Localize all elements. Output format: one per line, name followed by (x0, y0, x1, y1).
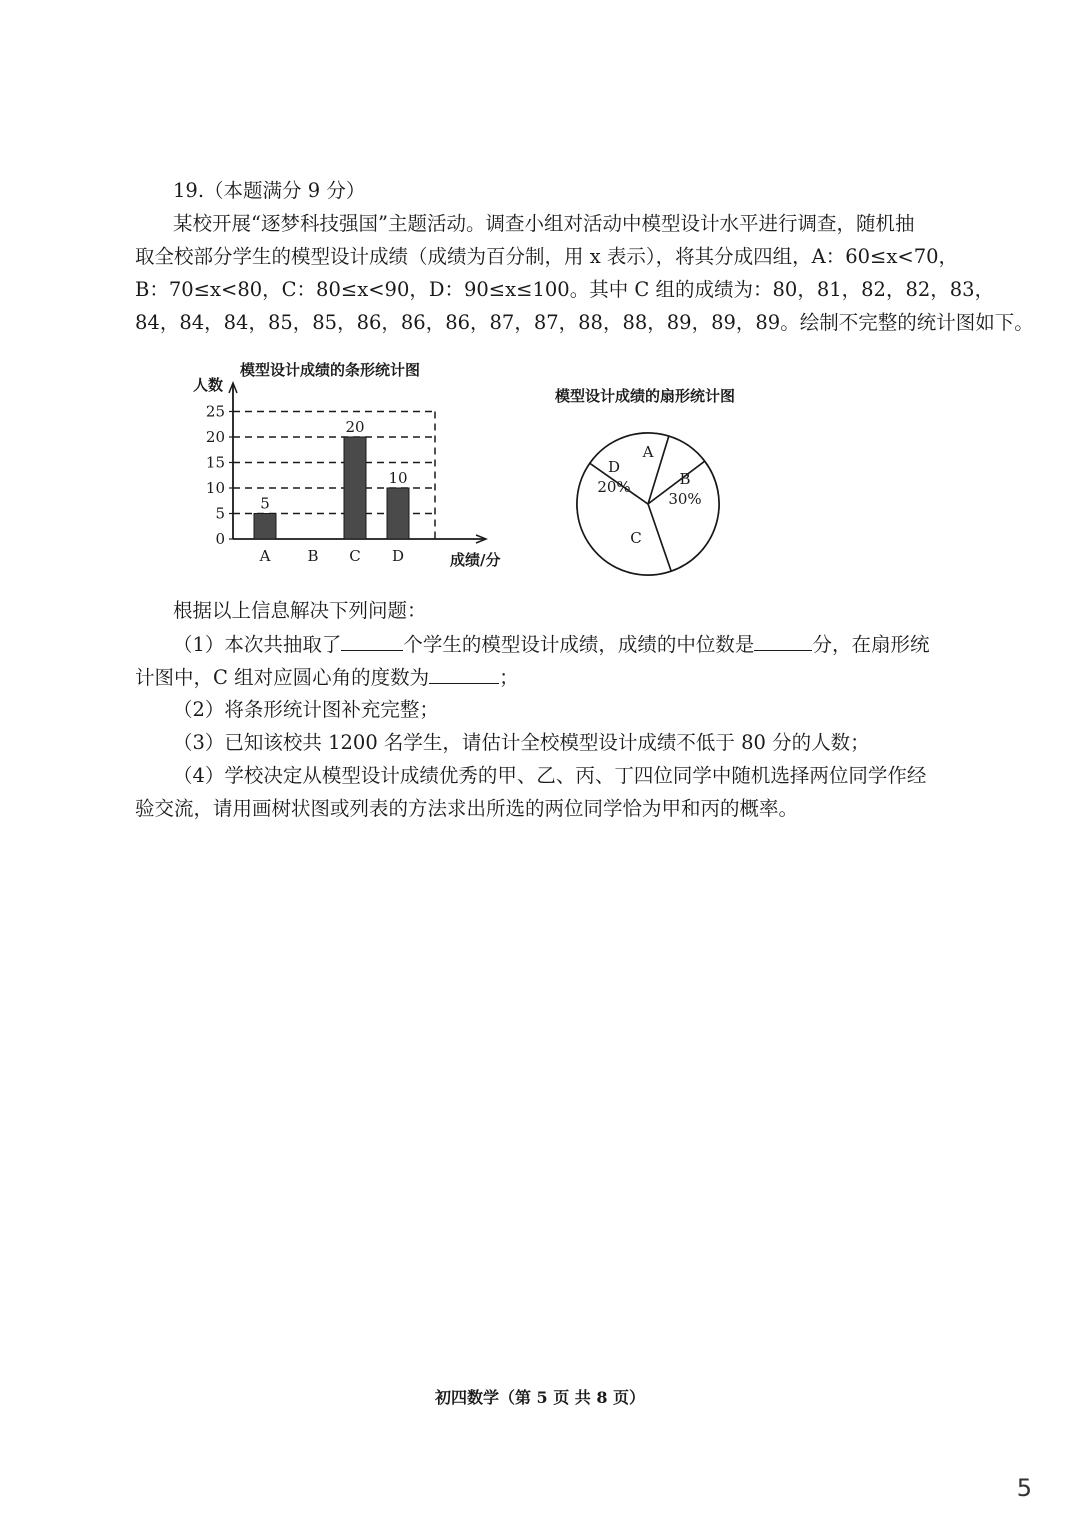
answer-blank-median[interactable] (754, 630, 812, 651)
answer-blank-total[interactable] (341, 630, 403, 651)
q1-text-c: 分，在扇形统 (812, 633, 930, 656)
q1-text-a: （1）本次共抽取了 (173, 633, 342, 656)
q1-text-end: ； (499, 666, 519, 689)
bar-D (387, 488, 409, 539)
pie-label-A: A (642, 443, 654, 461)
bar-value-label-A: 5 (260, 494, 270, 513)
y-tick-label: 5 (215, 504, 225, 523)
category-label-A: A (259, 547, 271, 565)
bar-value-label-C: 20 (345, 418, 365, 436)
question-1-line-2 (135, 663, 519, 692)
category-label-D: D (391, 547, 405, 565)
y-tick-label: 10 (205, 479, 225, 497)
answer-blank-angle[interactable] (429, 663, 499, 684)
bar-chart-title: 模型设计成绩的条形统计图 (240, 361, 421, 379)
bar-chart-xlabel: 成绩/分 (450, 551, 501, 569)
bar-chart-ylabel: 人数 (193, 376, 224, 394)
pie-chart (540, 380, 800, 580)
question-stem-line-2: 取全校部分学生的模型设计成绩（成绩为百分制，用 x 表示），将其分成四组，A：60≤x<70， (135, 245, 959, 268)
page-number: 5 (1016, 1474, 1032, 1502)
bar-value-label-D: 10 (388, 469, 408, 487)
page-footer: 初四数学（第 5 页 共 8 页） (434, 1388, 646, 1407)
y-tick-label: 0 (215, 530, 225, 548)
bar-chart (185, 355, 525, 580)
question-header: 19.（本题满分 9 分） (173, 179, 366, 202)
pie-chart-title: 模型设计成绩的扇形统计图 (555, 387, 736, 405)
bar-C (344, 437, 366, 539)
pie-label-D: D (607, 458, 621, 476)
question-1-line-1 (173, 630, 929, 659)
question-2: （2）将条形统计图补充完整； (173, 698, 439, 721)
question-3: （3）已知该校共 1200 名学生，请估计全校模型设计成绩不低于 80 分的人数； (173, 731, 870, 754)
question-stem-line-1: 某校开展“逐梦科技强国”主题活动。调查小组对活动中模型设计水平进行调查，随机抽 (173, 212, 915, 235)
questions-prompt: 根据以上信息解决下列问题： (173, 599, 427, 622)
y-tick-label: 20 (205, 428, 225, 446)
y-tick-label: 25 (205, 402, 225, 421)
category-label-B: B (307, 547, 319, 565)
question-4-line-2: 验交流，请用画树状图或列表的方法求出所选的两位同学恰为甲和丙的概率。 (135, 797, 799, 820)
pie-pct-label-B: 30% (668, 490, 702, 508)
category-label-C: C (349, 547, 361, 565)
question-stem-line-4: 84，84，84，85，85，86，86，86，87，87，88，88，89，89，89。绘制不完整的统计图如下。 (135, 311, 1034, 334)
y-tick-label: 15 (205, 453, 225, 472)
question-stem-line-3: B：70≤x<80，C：80≤x<90，D：90≤x≤100。其中 C 组的成绩为：80，81，82，82，83， (135, 278, 995, 301)
question-4-line-1: （4）学校决定从模型设计成绩优秀的甲、乙、丙、丁四位同学中随机选择两位同学作经 (173, 764, 927, 787)
pie-label-C: C (630, 529, 642, 547)
pie-pct-label-D: 20% (597, 478, 631, 496)
bar-A (254, 514, 276, 540)
q1-text-b: 个学生的模型设计成绩，成绩的中位数是 (403, 633, 755, 656)
pie-label-B: B (679, 470, 691, 488)
q1-text-d: 计图中，C 组对应圆心角的度数为 (135, 666, 430, 689)
